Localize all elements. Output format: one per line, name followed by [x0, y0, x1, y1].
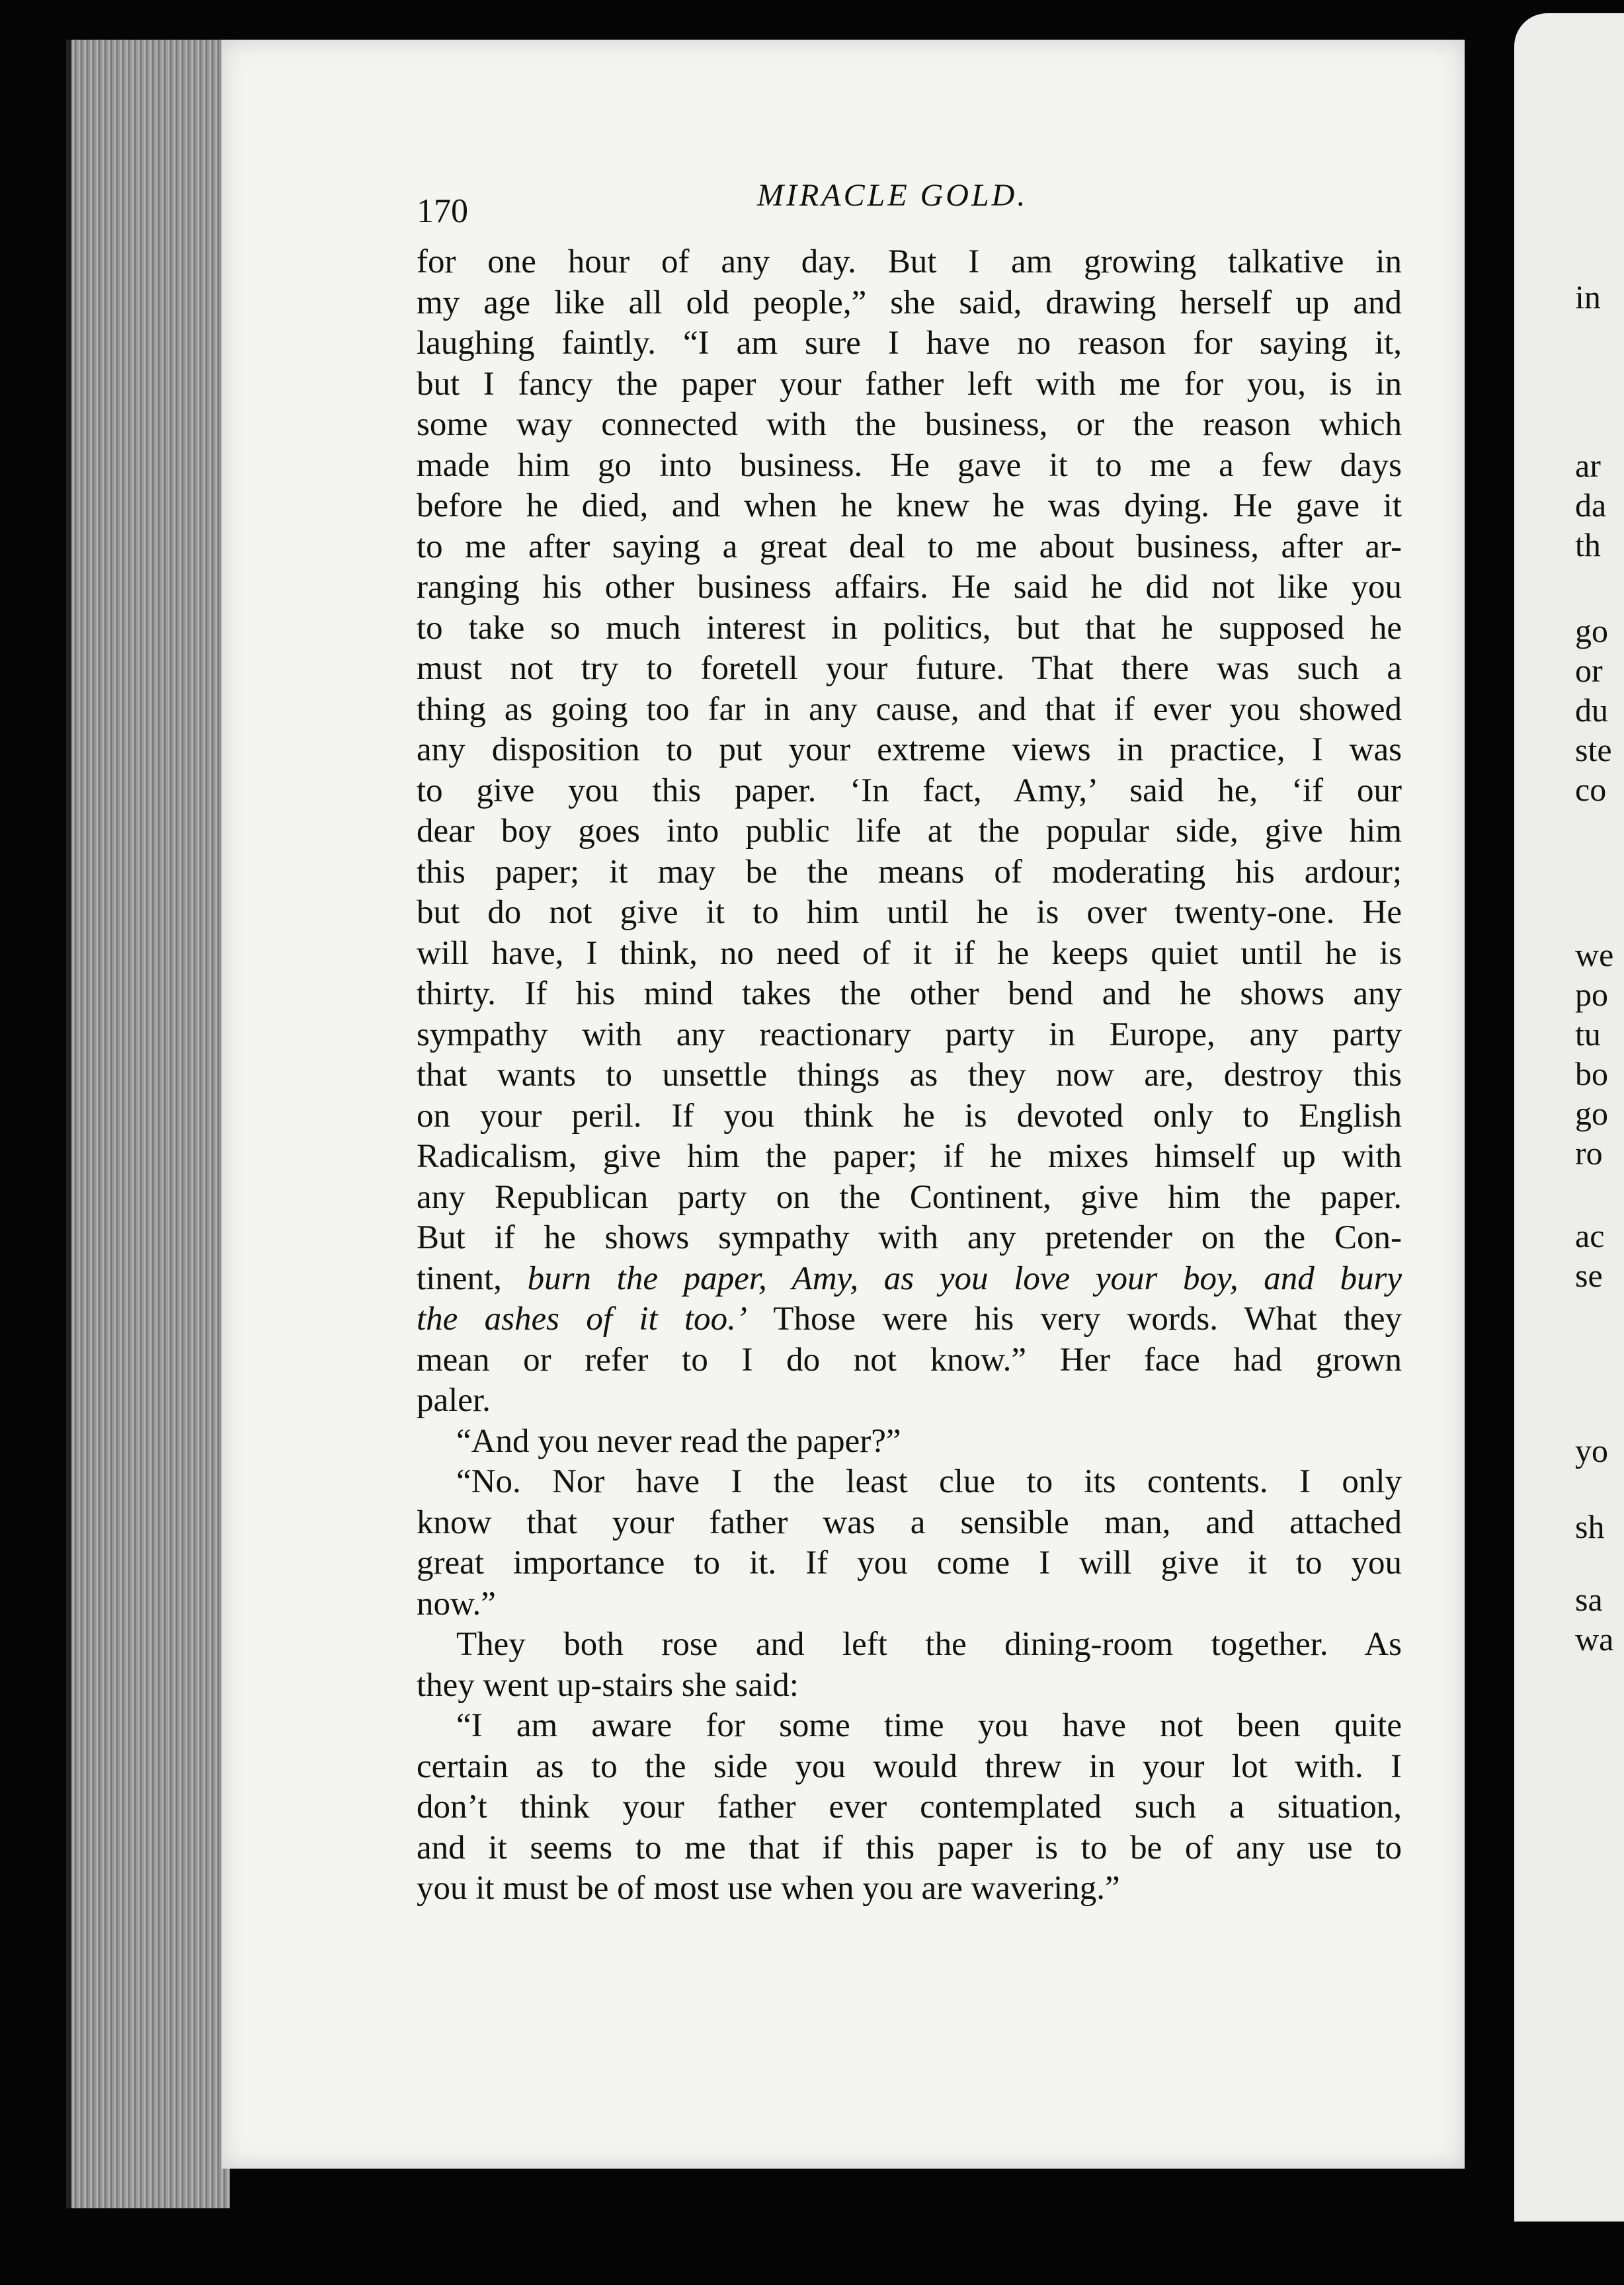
text-run: to give you this paper. ‘In fact, Amy,’ said he, ‘if our — [417, 772, 1402, 809]
text-run: thirty. If his mind takes the other bend and he shows any — [417, 975, 1402, 1012]
text-run: now.” — [417, 1585, 496, 1623]
facing-page-fragment: du — [1575, 692, 1608, 729]
text-line — [417, 364, 1402, 405]
text-run: “I am aware for some time you have not been quite — [456, 1707, 1402, 1744]
text-run: any disposition to put your extreme views in practice, I was — [417, 731, 1402, 768]
text-run: but do not give it to him until he is over twenty-one. He — [417, 894, 1402, 931]
text-line — [417, 1828, 1402, 1869]
facing-page-fragment: ro — [1575, 1135, 1603, 1172]
text-run: and it seems to me that if this paper is to be of any use to — [417, 1829, 1402, 1866]
facing-page-fragment: th — [1575, 526, 1601, 563]
text-run: will have, I think, no need of it if he keeps quiet until he is — [417, 934, 1402, 972]
text-line — [417, 1178, 1402, 1219]
text-line — [417, 852, 1402, 893]
text-line — [417, 486, 1402, 527]
text-run: on your peril. If you think he is devoted only to English — [417, 1097, 1402, 1135]
text-run: but I fancy the paper your father left with me for you, is in — [417, 365, 1402, 403]
text-run: Those were his very words. What they — [747, 1301, 1402, 1338]
text-run: mean or refer to I do not know.” Her face had grown — [417, 1341, 1402, 1379]
text-line — [417, 730, 1402, 771]
text-line — [417, 446, 1402, 487]
text-run: before he died, and when he knew he was dying. He gave it — [417, 487, 1402, 524]
text-run: ranging his other business affairs. He said he did not like you — [417, 569, 1402, 606]
text-line — [417, 1096, 1402, 1137]
text-line — [417, 1787, 1402, 1828]
text-line — [417, 893, 1402, 934]
facing-page-fragment: yo — [1575, 1432, 1608, 1469]
text-line — [417, 1015, 1402, 1056]
text-run: paler. — [417, 1382, 491, 1419]
text-run: “And you never read the paper?” — [456, 1422, 901, 1460]
facing-page-fragment: sa — [1575, 1581, 1603, 1618]
text-run: But if he shows sympathy with any pretender on the Con- — [417, 1219, 1402, 1256]
facing-page-fragment: ac — [1575, 1217, 1605, 1254]
facing-page-fragment: co — [1575, 771, 1607, 808]
text-line — [417, 1584, 1402, 1625]
text-line — [417, 242, 1402, 283]
text-line — [417, 1706, 1402, 1747]
text-line — [417, 934, 1402, 975]
facing-page-fragment: bo — [1575, 1055, 1608, 1092]
text-run: some way connected with the business, or the reason which — [417, 406, 1402, 443]
page-header — [417, 165, 1408, 230]
facing-page-fragment: ste — [1575, 731, 1612, 768]
text-line — [417, 567, 1402, 608]
facing-page-fragment: go — [1575, 1095, 1608, 1132]
text-line — [417, 1503, 1402, 1544]
facing-page-fragment: or — [1575, 652, 1603, 689]
body-text — [417, 242, 1402, 1909]
text-run: Radicalism, give him the paper; if he mixes himself up with — [417, 1138, 1402, 1175]
text-run: they went up-stairs she said: — [417, 1666, 799, 1704]
page-number: 170 — [417, 192, 468, 230]
text-run: laughing faintly. “I am sure I have no reason for saying it, — [417, 325, 1402, 362]
text-line — [417, 1543, 1402, 1584]
facing-page-fragment: go — [1575, 612, 1608, 649]
text-line — [417, 1747, 1402, 1788]
text-run: this paper; it may be the means of moderating his ardour; — [417, 853, 1402, 891]
text-line — [417, 1340, 1402, 1381]
text-run: know that your father was a sensible man, and attached — [417, 1503, 1402, 1541]
text-run: for one hour of any day. But I am growing talkative in — [417, 243, 1402, 280]
text-run: you it must be of most use when you are wavering.” — [417, 1870, 1120, 1907]
text-line — [417, 1137, 1402, 1178]
text-line — [417, 1462, 1402, 1503]
text-line — [417, 527, 1402, 568]
text-line — [417, 323, 1402, 364]
text-run: that wants to unsettle things as they now are, destroy this — [417, 1057, 1402, 1094]
text-run: thing as going too far in any cause, and that if ever you showed — [417, 690, 1402, 728]
facing-page-fragment: sh — [1575, 1508, 1605, 1545]
text-line — [417, 283, 1402, 324]
text-line — [417, 405, 1402, 446]
text-run: to me after saying a great deal to me about business, after ar- — [417, 528, 1402, 565]
text-run: “No. Nor have I the least clue to its contents. I only — [456, 1463, 1402, 1500]
text-line — [417, 608, 1402, 649]
facing-page-fragment: po — [1575, 976, 1608, 1013]
text-run: my age like all old people,” she said, drawing herself up and — [417, 284, 1402, 321]
italic-text: the ashes of it too.’ — [417, 1301, 747, 1338]
text-run: certain as to the side you would threw in your lot with. I — [417, 1747, 1402, 1785]
facing-page-fragment: in — [1575, 278, 1601, 315]
text-run: must not try to foretell your future. That there was such a — [417, 650, 1402, 687]
facing-page-fragment: tu — [1575, 1016, 1601, 1053]
text-line — [417, 1381, 1402, 1422]
running-head: MIRACLE GOLD. — [757, 178, 1028, 213]
facing-page-fragment: da — [1575, 487, 1607, 524]
text-line — [417, 1422, 1402, 1463]
text-run: made him go into business. He gave it to me a few days — [417, 446, 1402, 484]
text-run: They both rose and left the dining-room together. As — [456, 1626, 1402, 1663]
facing-page-fragment: wa — [1575, 1621, 1614, 1658]
text-line — [417, 1624, 1402, 1665]
text-line — [417, 974, 1402, 1015]
text-run: great importance to it. If you come I will give it to you — [417, 1544, 1402, 1582]
text-line — [417, 1665, 1402, 1706]
text-line — [417, 771, 1402, 812]
text-line — [417, 1055, 1402, 1096]
italic-text: burn the paper, Amy, as you love your boy, and bury — [527, 1260, 1402, 1297]
facing-page-fragment: ar — [1575, 447, 1601, 484]
text-line — [417, 1299, 1402, 1340]
text-line — [417, 1868, 1402, 1909]
text-run: tinent, — [417, 1260, 528, 1297]
text-line — [417, 1218, 1402, 1259]
book-page-edges — [66, 40, 230, 2208]
text-run: any Republican party on the Continent, give him the paper. — [417, 1178, 1402, 1216]
text-run: don’t think your father ever contemplated such a situation, — [417, 1788, 1402, 1825]
text-line — [417, 690, 1402, 731]
text-line — [417, 649, 1402, 690]
text-run: dear boy goes into public life at the popular side, give him — [417, 813, 1402, 850]
facing-page-fragment: se — [1575, 1257, 1603, 1294]
text-line — [417, 811, 1402, 852]
text-run: to take so much interest in politics, but that he supposed he — [417, 609, 1402, 647]
facing-page-fragment: we — [1575, 936, 1614, 973]
text-line — [417, 1259, 1402, 1300]
facing-page — [1514, 13, 1624, 2222]
text-run: sympathy with any reactionary party in Europe, any party — [417, 1016, 1402, 1053]
